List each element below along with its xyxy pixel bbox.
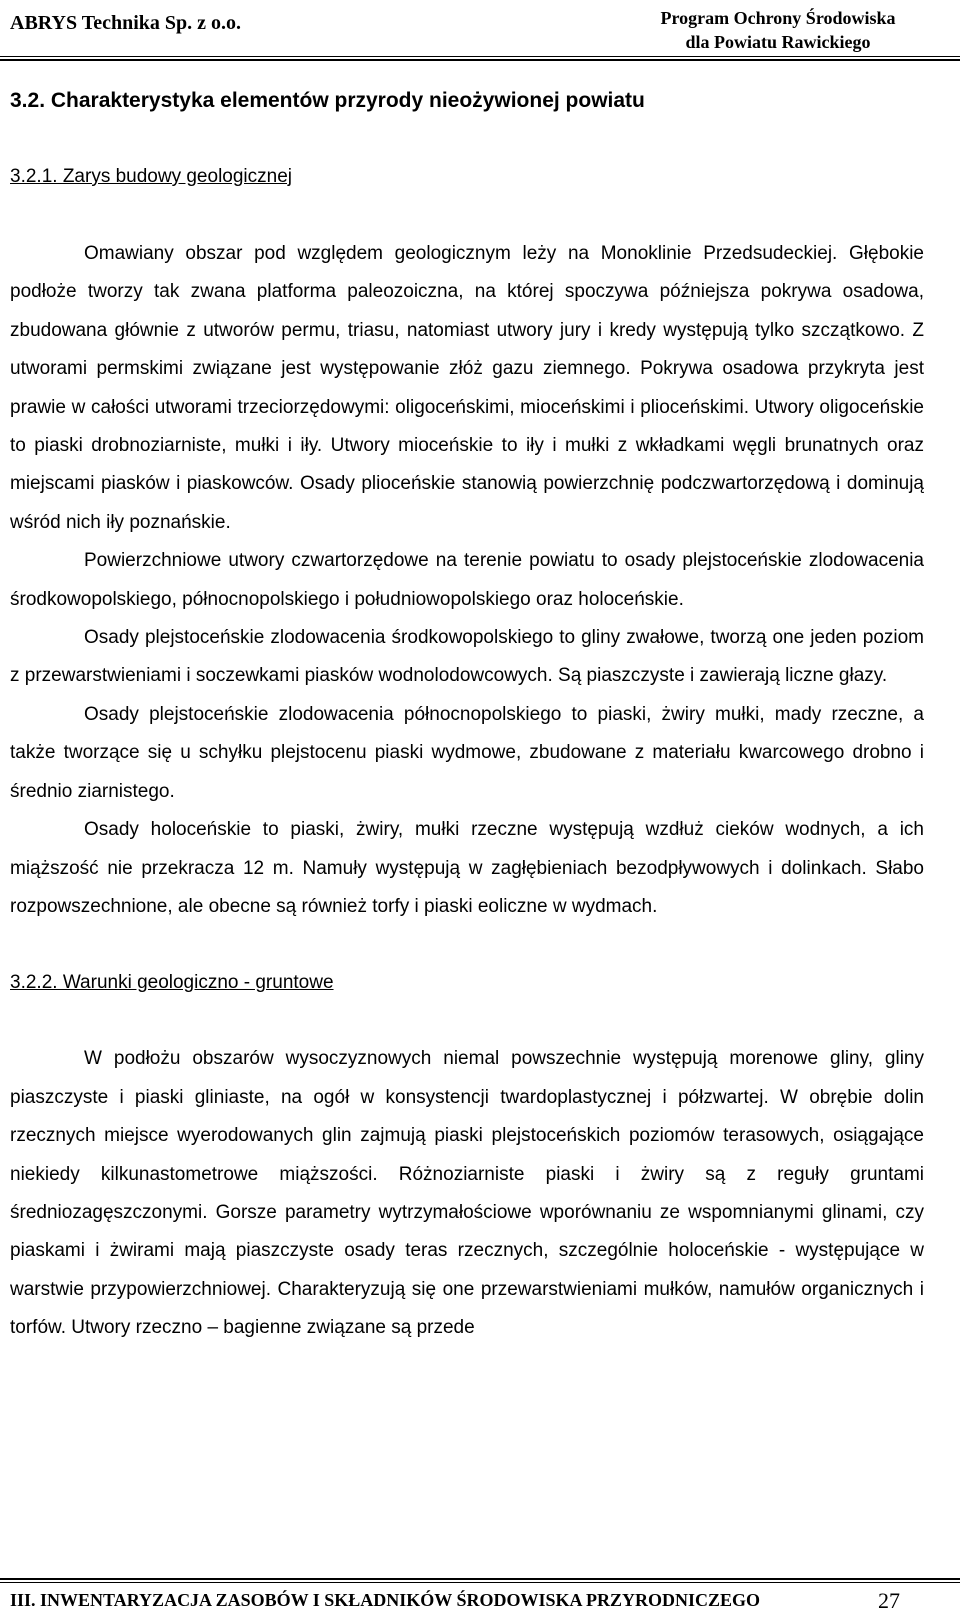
paragraph: Omawiany obszar pod względem geologicznym leży na Monoklinie Przedsudeckiej. Głębokie podłoże tworzy tak zwana platforma paleozoiczna, na której spoczywa późniejsza pokrywa osadowa, zbudowana głównie z utworów permu, triasu, natomiast utwory jury i kredy występują tylko szczątkowo. Z utworami permskimi związane jest występowanie złóż gazu ziemnego. Pokrywa osadowa przykryta jest prawie w całości utworami trzeciorzędowymi: oligoceńskimi, mioceńskimi i plioceńskimi. Utwory oligoceńskie to piaski drobnoziarniste, mułki i iły. Utwory mioceńskie to iły i mułki z wkładkami węgli brunatnych oraz miejscami piasków i piaskowców. Osady plioceńskie stanowią powierzchnię podczwartorzędową i dominują wśród nich iły poznańskie. bbox=[10, 243, 924, 533]
paragraph: Osady plejstoceńskie zlodowacenia północnopolskiego to piaski, żwiry mułki, mady rzeczne, a także tworzące się u schyłku plejstocenu piaski wydmowe, zbudowane z materiału kwarcowego drobno i średnio ziarnistego. bbox=[10, 703, 924, 802]
header-company: ABRYS Technika Sp. z o.o. bbox=[10, 12, 242, 34]
document-body bbox=[10, 82, 924, 1348]
paragraph: Osady plejstoceńskie zlodowacenia środkowopolskiego to gliny zwałowe, tworzą one jeden poziom z przewarstwieniami i soczewkami piasków wodnolodowcowych. Są piaszczyste i zawierają liczne głazy. bbox=[10, 627, 924, 687]
subsection-title-ground: 3.2.2. Warunki geologiczno - gruntowe bbox=[10, 972, 334, 994]
paragraph: W podłożu obszarów wysoczyznowych niemal powszechnie występują morenowe gliny, gliny piaszczyste i piaski gliniaste, na ogół w konsystencji twardoplastycznej i półzwartej. W obrębie dolin rzecznych miejsce wyerodowanych glin zajmują piaski plejstoceńskich poziomów terasowych, osiągające niekiedy kilkunastometrowe miąższości. Różnoziarniste piaski i żwiry są z reguły gruntami średniozagęszczonymi. Gorsze parametry wytrzymałościowe wporównaniu ze wspomnianymi glinami, czy piaskami i żwirami mają piaszczyste osady teras rzecznych, szczególnie holoceńskie - występujące w warstwie przypowierzchniowej. Charakteryzują się one przewarstwieniami mułków, namułów organicznych i torfów. Utwory rzeczno – bagienne związane są przede bbox=[10, 1048, 924, 1339]
section-title: 3.2. Charakterystyka elementów przyrody nieożywionej powiatu bbox=[10, 89, 645, 112]
paragraph: Powierzchniowe utwory czwartorzędowe na terenie powiatu to osady plejstoceńskie zlodowacenia środkowopolskiego, północnopolskiego i południowopolskiego oraz holoceńskie. bbox=[10, 550, 924, 610]
footer-rule-thin bbox=[0, 1582, 960, 1583]
header-program bbox=[628, 6, 928, 54]
header-rule-thick bbox=[0, 59, 960, 61]
footer-rule-thick bbox=[0, 1578, 960, 1580]
header-rule-thin bbox=[0, 56, 960, 57]
page-number: 27 bbox=[878, 1588, 900, 1613]
paragraph: Osady holoceńskie to piaski, żwiry, mułki rzeczne występują wzdłuż cieków wodnych, a ich miąższość nie przekracza 12 m. Namuły występują w zagłębieniach bezodpływowych i dolinkach. Słabo rozpowszechnione, ale obecne są również torfy i piaski eoliczne w wydmach. bbox=[10, 819, 924, 917]
footer-chapter: III. INWENTARYZACJA ZASOBÓW I SKŁADNIKÓW ŚRODOWISKA PRZYRODNICZEGO bbox=[10, 1590, 761, 1610]
header-program-line1: Program Ochrony Środowiska bbox=[660, 8, 896, 28]
header-program-line2: dla Powiatu Rawickiego bbox=[685, 32, 871, 52]
subsection-title-geology: 3.2.1. Zarys budowy geologicznej bbox=[10, 166, 292, 187]
